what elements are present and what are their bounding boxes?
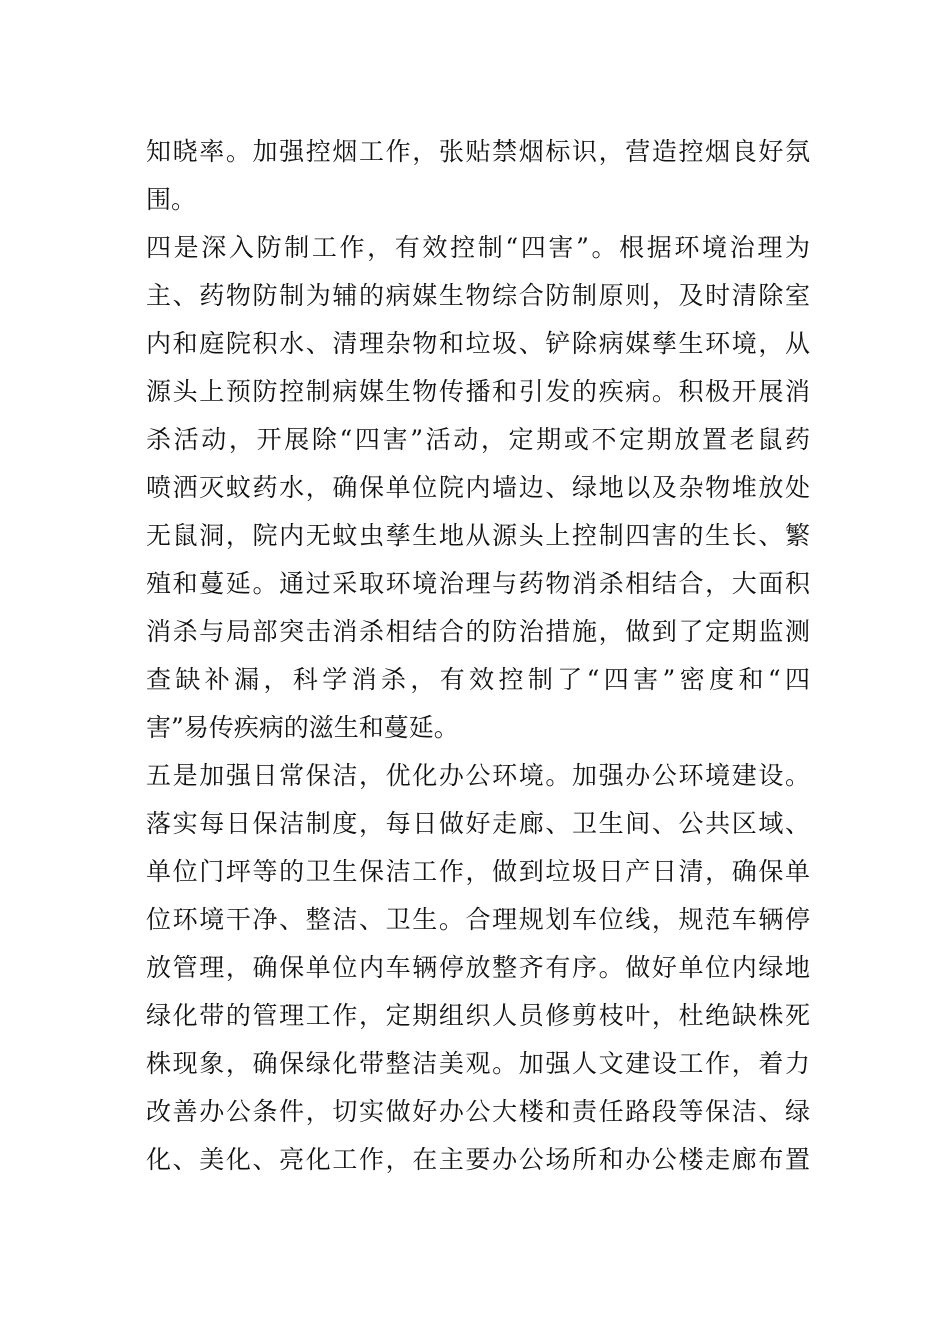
document-body [146,128,810,1184]
text-line: 五是加强日常保洁，优化办公环境。加强办公环境建设。 [146,761,810,790]
text-line: 内和庭院积水、清理杂物和垃圾、铲除病媒孳生环境，从 [146,329,810,358]
text-line: 主、药物防制为辅的病媒生物综合防制原则，及时清除室 [146,281,810,310]
text-line: 位环境干净、整洁、卫生。合理规划车位线，规范车辆停 [146,905,810,934]
text-line: 殖和蔓延。通过采取环境治理与药物消杀相结合，大面积 [146,569,810,598]
text-line: 株现象，确保绿化带整洁美观。加强人文建设工作，着力 [146,1049,810,1078]
text-line: 围。 [146,185,197,214]
text-line: 害”易传疾病的滋生和蔓延。 [146,713,459,742]
text-line: 消杀与局部突击消杀相结合的防治措施，做到了定期监测 [146,617,810,646]
text-line: 单位门坪等的卫生保洁工作，做到垃圾日产日清，确保单 [146,857,810,886]
text-line: 源头上预防控制病媒生物传播和引发的疾病。积极开展消 [146,377,810,406]
text-line: 绿化带的管理工作，定期组织人员修剪枝叶，杜绝缺株死 [146,1001,810,1030]
text-line: 查缺补漏，科学消杀，有效控制了“四害”密度和“四 [146,665,810,694]
text-line: 落实每日保洁制度，每日做好走廊、卫生间、公共区域、 [146,809,810,838]
text-line: 化、美化、亮化工作，在主要办公场所和办公楼走廊布置 [146,1145,810,1174]
text-line: 喷洒灭蚊药水，确保单位院内墙边、绿地以及杂物堆放处 [146,473,810,502]
text-line: 知晓率。加强控烟工作，张贴禁烟标识，营造控烟良好氛 [146,137,810,166]
text-line: 四是深入防制工作，有效控制“四害”。根据环境治理为 [146,233,810,262]
text-line: 改善办公条件，切实做好办公大楼和责任路段等保洁、绿 [146,1097,810,1126]
text-line: 杀活动，开展除“四害”活动，定期或不定期放置老鼠药 [146,425,810,454]
text-line: 无鼠洞，院内无蚊虫孳生地从源头上控制四害的生长、繁 [146,521,810,550]
text-line: 放管理，确保单位内车辆停放整齐有序。做好单位内绿地 [146,953,810,982]
